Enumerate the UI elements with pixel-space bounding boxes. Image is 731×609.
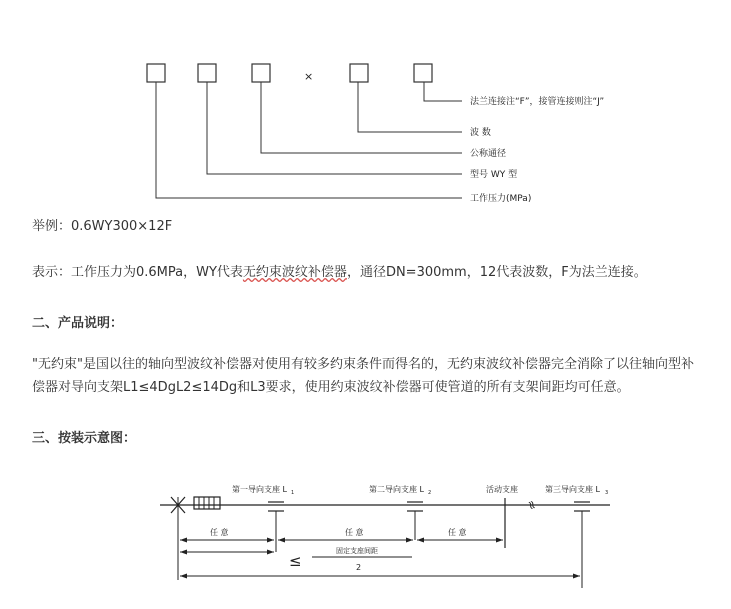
description-line-2: 偿器对导向支架L1≤4DgL2≤14Dg和L3要求，使用约束波纹补偿器可使管道的所有支架间距均可任意。 bbox=[32, 380, 630, 395]
label-any3: 任 意 bbox=[448, 528, 467, 537]
label-pressure: 工作压力(MPa) bbox=[470, 194, 532, 204]
label-total: 2 bbox=[356, 563, 362, 572]
le-sign: ≤ bbox=[289, 552, 302, 570]
label-guide2-sub: 2 bbox=[428, 490, 432, 496]
section2-heading: 二、产品说明： bbox=[32, 316, 124, 331]
label-waves: 波 数 bbox=[470, 128, 491, 138]
compensator-body bbox=[194, 497, 220, 509]
break-mark: ≈ bbox=[523, 497, 541, 513]
example-text: 举例：0.6WY300×12F bbox=[32, 219, 173, 234]
label-guide1: 第一导向支座 L bbox=[232, 485, 287, 494]
label-any1: 任 意 bbox=[210, 528, 229, 537]
times-sign: × bbox=[304, 70, 314, 83]
meaning-prefix: 表示：工作压力为0.6MPa，WY代表 bbox=[32, 265, 243, 280]
meaning-suffix: ，通径DN=300mm，12代表波数，F为法兰连接。 bbox=[346, 265, 647, 280]
label-nominal-diameter: 公称通径 bbox=[470, 149, 507, 159]
section3-heading: 三、按装示意图： bbox=[32, 431, 137, 446]
label-any2: 任 意 bbox=[345, 528, 364, 537]
label-movable: 活动支座 bbox=[486, 485, 518, 494]
label-guide1-sub: 1 bbox=[291, 490, 295, 496]
label-guide2: 第二导向支座 L bbox=[369, 485, 424, 494]
label-fixed-spacing: 固定支座间距 bbox=[336, 547, 378, 555]
label-model: 型号 WY 型 bbox=[470, 170, 518, 180]
meaning-underlined: 无约束波纹补偿器 bbox=[242, 265, 347, 280]
label-guide3-sub: 3 bbox=[605, 490, 609, 496]
label-guide3: 第三导向支座 L bbox=[545, 485, 600, 494]
label-connection: 法兰连接注“F”，接管连接则注“J” bbox=[470, 97, 605, 107]
description-line-1: "无约束"是国以往的轴向型波纹补偿器对使用有较多约束条件而得名的，无约束波纹补偿器完全消除了以往轴向型补 bbox=[32, 357, 694, 372]
